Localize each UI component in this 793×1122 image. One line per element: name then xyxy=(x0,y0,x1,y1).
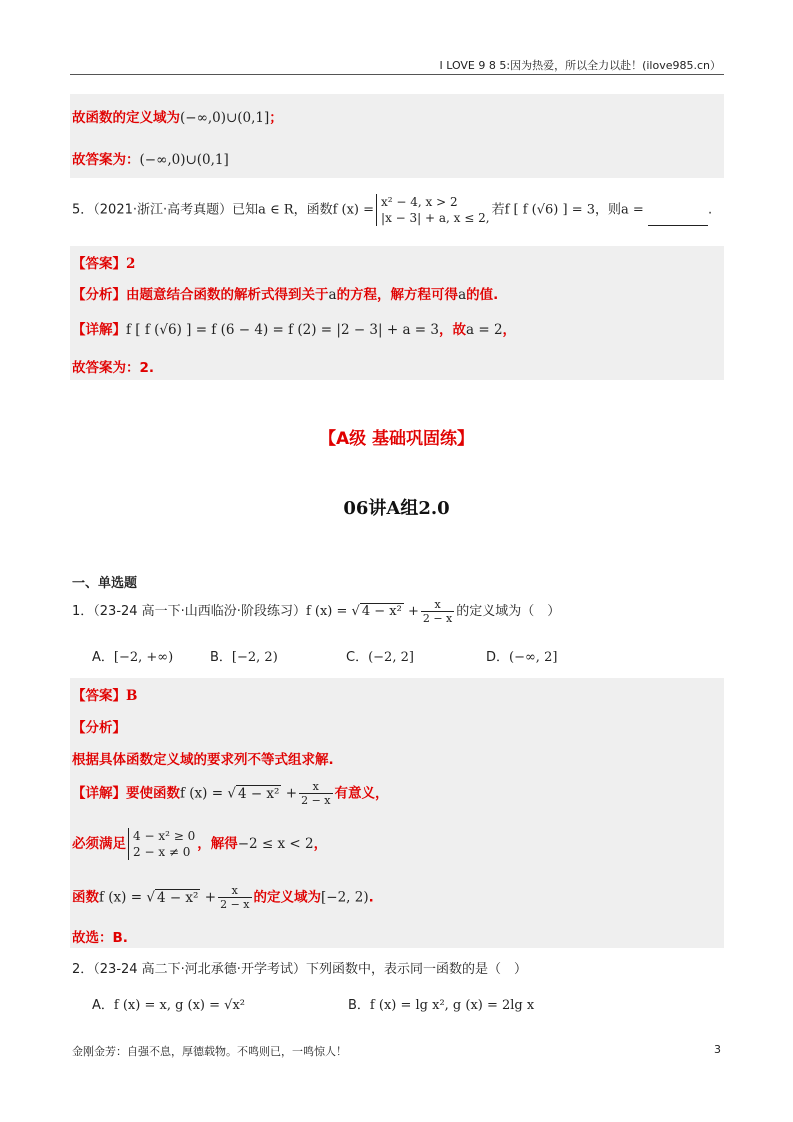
fraction xyxy=(299,780,332,807)
answer-value: 2 xyxy=(126,256,136,272)
denominator: 2 − x xyxy=(220,898,250,911)
math: [−2, 2) xyxy=(321,889,369,906)
piecewise-brace xyxy=(376,194,490,226)
math: (−∞,0)∪(0,1] xyxy=(139,152,229,168)
var: a xyxy=(458,287,467,303)
analysis-text: 根据具体函数定义域的要求列不等式组求解. xyxy=(72,752,334,768)
inequality: 2 − x ≠ 0 xyxy=(133,845,191,859)
denominator: 2 − x xyxy=(301,794,331,807)
option-value: [−2, 2) xyxy=(231,650,278,665)
math: √ 4 − x² + xyxy=(227,785,298,802)
denominator: 2 − x xyxy=(422,612,453,625)
math: a = 2 xyxy=(466,322,503,338)
question-stem: 1．（23-24 高一下·山西临汾·阶段练习） xyxy=(72,604,306,619)
math: √ 4 − x² + xyxy=(146,889,217,906)
option-b[interactable] xyxy=(348,994,534,1013)
text: 的值. xyxy=(466,287,499,303)
text: 由题意结合函数的解析式得到关于 xyxy=(126,287,329,303)
detail-label: 【详解】 xyxy=(72,322,126,338)
math: f (x) = xyxy=(180,785,228,802)
option-label: D． xyxy=(486,650,510,665)
text: ，解得 xyxy=(197,836,238,852)
answer-5-block xyxy=(70,246,724,380)
question-stem: 2．（23-24 高二下·河北承德·开学考试）下列函数中，表示同一函数的是（ ） xyxy=(72,962,527,977)
footer-motto: 金刚金芳：自强不息，厚德载物。不鸣则已，一鸣惊人！ xyxy=(72,1045,347,1058)
detail-1-line xyxy=(72,780,389,807)
question-stem: 5．（2021·浙江·高考真题）已知 xyxy=(72,202,259,218)
numerator: x xyxy=(421,598,454,612)
option-label: B． xyxy=(210,650,232,665)
math: a = xyxy=(621,202,644,218)
option-value: f (x) = x, g (x) = √x² xyxy=(113,998,245,1013)
math: a ∈ R xyxy=(258,202,294,218)
analysis-label: 【分析】 xyxy=(72,287,126,303)
numerator: x xyxy=(299,780,332,794)
text: . xyxy=(707,202,713,218)
text: 有意义， xyxy=(334,785,389,802)
math: (−∞,0)∪(0,1] xyxy=(180,110,270,126)
analysis-label: 【分析】 xyxy=(72,720,126,736)
final-answer: 故答案为：2. xyxy=(72,360,155,376)
option-c[interactable] xyxy=(346,646,414,665)
system-line xyxy=(72,828,327,860)
text: ， xyxy=(313,836,328,852)
analysis-1-text-line xyxy=(72,748,334,768)
question-5 xyxy=(72,194,712,226)
math: f (x) = xyxy=(332,202,375,218)
sqrt-body: 4 − x² xyxy=(156,889,199,906)
math: f [ f (√6) ] = 3 xyxy=(504,202,596,218)
text: 的定义域为（ ） xyxy=(456,604,561,619)
question-1 xyxy=(72,598,560,625)
prev-solution-line-2 xyxy=(72,148,229,168)
math: f (x) = xyxy=(99,889,147,906)
answer-label: 【答案】 xyxy=(72,256,126,272)
question-2 xyxy=(72,958,527,977)
text: ， xyxy=(502,322,517,338)
text: . xyxy=(368,889,374,906)
option-label: C． xyxy=(346,650,369,665)
detail-label: 【详解】 xyxy=(72,785,126,802)
text: 若 xyxy=(491,202,505,218)
inequality: 4 − x² ≥ 0 xyxy=(133,829,196,843)
detail-5-line xyxy=(72,318,516,338)
page-number: 3 xyxy=(714,1043,721,1056)
header-divider xyxy=(70,74,724,75)
option-d[interactable] xyxy=(486,646,557,665)
system-brace xyxy=(128,828,195,860)
text: 的方程，解方程可得 xyxy=(336,287,459,303)
text: 故答案为： xyxy=(72,152,140,168)
option-value: (−2, 2] xyxy=(368,650,414,665)
text: 函数 xyxy=(72,889,99,906)
section-heading: 一、单选题 xyxy=(72,576,138,591)
analysis-1-label-line xyxy=(72,716,126,736)
option-label: A． xyxy=(92,650,114,665)
sqrt-body: 4 − x² xyxy=(361,604,402,619)
text: ，故 xyxy=(439,322,466,338)
var: a xyxy=(328,287,337,303)
numerator: x xyxy=(218,884,251,898)
text: ，则 xyxy=(595,202,622,218)
domain-line xyxy=(72,884,374,911)
fraction xyxy=(218,884,251,911)
math: √ 4 − x² + xyxy=(351,604,419,619)
answer-1-line xyxy=(72,684,137,704)
text: 的定义域为 xyxy=(253,889,321,906)
text: 必须满足 xyxy=(72,836,126,852)
answer-label: 【答案】 xyxy=(72,688,126,704)
sqrt-body: 4 − x² xyxy=(237,785,280,802)
text: ，函数 xyxy=(293,202,333,218)
answer-value: B xyxy=(126,688,138,704)
answer-blank[interactable] xyxy=(648,213,708,226)
math: −2 ≤ x < 2 xyxy=(237,836,314,852)
analysis-5-line xyxy=(72,283,498,303)
option-a[interactable] xyxy=(92,994,245,1013)
option-b[interactable] xyxy=(210,646,278,665)
case: |x − 3| + a, x ≤ 2, xyxy=(381,211,490,225)
math: f (x) = xyxy=(305,604,352,619)
math: f [ f (√6) ] = f (6 − 4) = f (2) = |2 − 3| + a = 3 xyxy=(126,322,439,338)
option-label: A． xyxy=(92,998,114,1013)
option-value: f (x) = lg x², g (x) = 2lg x xyxy=(369,998,535,1013)
case: x² − 4, x > 2 xyxy=(381,195,458,209)
text: 要使函数 xyxy=(126,785,180,802)
answer-5-line xyxy=(72,252,135,272)
option-value: (−∞, 2] xyxy=(509,650,558,665)
group-title: 06讲A组2.0 xyxy=(343,498,450,519)
fraction xyxy=(421,598,454,625)
final-5-line xyxy=(72,356,154,376)
option-label: B． xyxy=(348,998,370,1013)
option-value: [−2, +∞) xyxy=(113,650,174,665)
prev-solution-line-1 xyxy=(72,106,283,126)
final-answer: 故选：B. xyxy=(72,930,128,946)
text: ； xyxy=(269,110,283,126)
page-header: I LOVE 9 8 5:因为热爱，所以全力以赴！(ilove985.cn） xyxy=(439,59,721,72)
text: 故函数的定义域为 xyxy=(72,110,180,126)
final-1-line xyxy=(72,926,128,946)
option-a[interactable] xyxy=(92,646,173,665)
level-title: 【A级 基础巩固练】 xyxy=(318,429,475,449)
